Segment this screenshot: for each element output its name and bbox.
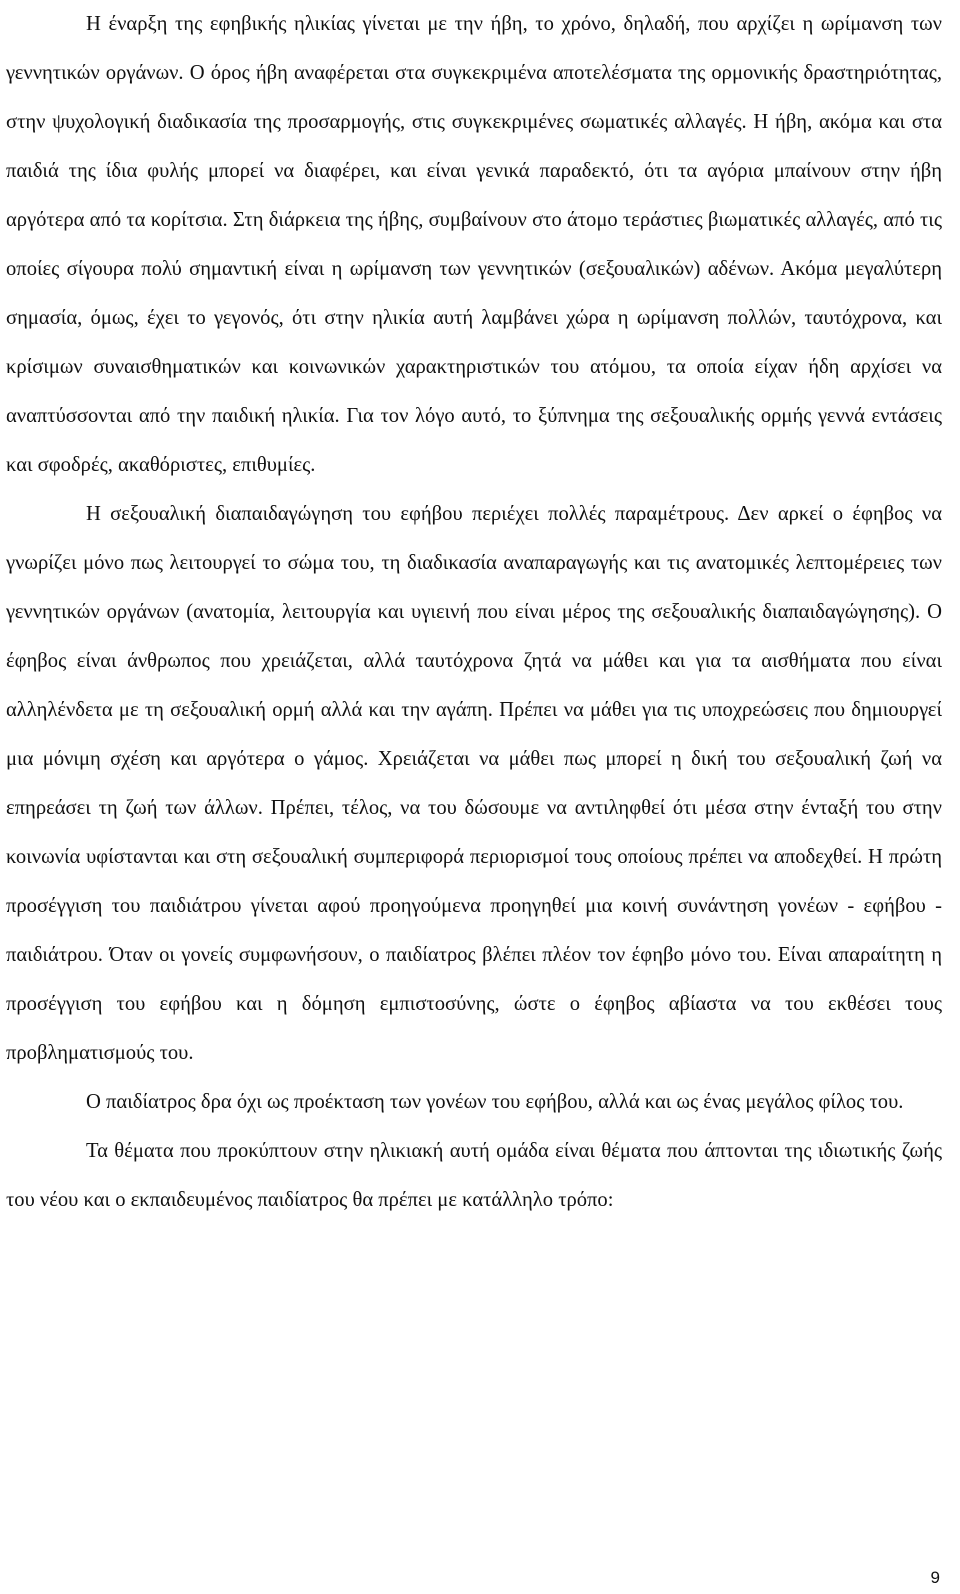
paragraph-topics: Τα θέματα που προκύπτουν στην ηλικιακή αυτή ομάδα είναι θέματα που άπτονται της ιδιωτικής ζωής του νέου και ο εκπαιδευμένος παιδίατρος θα πρέπει με κατάλληλο τρόπο: (6, 1140, 942, 1211)
page-number: 9 (930, 1568, 940, 1587)
paragraph-puberty-onset: Η έναρξη της εφηβικής ηλικίας γίνεται με την ήβη, το χρόνο, δηλαδή, που αρχίζει η ωρίμανση των γεννητικών οργάνων. Ο όρος ήβη αναφέρεται στα συγκεκριμένα αποτελέσματα της ορμονικής δραστηριότητας, στην ψυχολογική διαδικασία της προσαρμογής, στις συγκεκριμένες σωματικές αλλαγές. Η ήβη, ακόμα και στα παιδιά της ίδια φυλής μπορεί να διαφέρει, και είναι γενικά παραδεκτό, ότι τα αγόρια μπαίνουν στην ήβη αργότερα από τα κορίτσια. Στη διάρκεια της ήβης, συμβαίνουν στο άτομο τεράστιες βιωματικές αλλαγές, από τις οποίες σίγουρα πολύ σημαντική είναι η ωρίμανση των γεννητικών (σεξουαλικών) αδένων. Ακόμα μεγαλύτερη σημασία, όμως, έχει το γεγονός, ότι στην ηλικία αυτή λαμβάνει χώρα η ωρίμανση πολλών, ταυτόχρονα, και κρίσιμων συναισθηματικών και κοινωνικών χαρακτηριστικών του ατόμου, τα οποία είχαν ήδη αρχίσει να αναπτύσσονται από την παιδική ηλικία. Για τον λόγο αυτό, το ξύπνημα της σεξουαλικής ορμής γεννά εντάσεις και σφοδρές, ακαθόριστες, επιθυμίες. (6, 13, 942, 476)
paragraph-pediatrician-role: Ο παιδίατρος δρα όχι ως προέκταση των γονέων του εφήβου, αλλά και ως ένας μεγάλος φίλος του. (86, 1091, 904, 1113)
document-body (6, 0, 942, 1225)
document-page (6, 0, 942, 1594)
paragraph-sex-education: Η σεξουαλική διαπαιδαγώγηση του εφήβου περιέχει πολλές παραμέτρους. Δεν αρκεί ο έφηβος να γνωρίζει μόνο πως λειτουργεί το σώμα του, τη διαδικασία αναπαραγωγής και τις ανατομικές λεπτομέρειες των γεννητικών οργάνων (ανατομία, λειτουργία και υγιεινή που είναι μέρος της σεξουαλικής διαπαιδαγώγησης). Ο έφηβος είναι άνθρωπος που χρειάζεται, αλλά ταυτόχρονα ζητά να μάθει και για τα αισθήματα που είναι αλληλένδετα με τη σεξουαλική ορμή αλλά και την αγάπη. Πρέπει να μάθει για τις υποχρεώσεις που δημιουργεί μια μόνιμη σχέση και αργότερα ο γάμος. Χρειάζεται να μάθει πως μπορεί η δική του σεξουαλική ζωή να επηρεάσει τη ζωή των άλλων. Πρέπει, τέλος, να του δώσουμε να αντιληφθεί ότι μέσα στην ένταξή του στην κοινωνία υφίστανται και στη σεξουαλική συμπεριφορά περιορισμοί τους οποίους πρέπει να αποδεχθεί. Η πρώτη προσέγγιση του παιδιάτρου γίνεται αφού προηγούμενα προηγηθεί μια κοινή συνάντηση γονέων - εφήβου - παιδιάτρου. Όταν οι γονείς συμφωνήσουν, ο παιδίατρος βλέπει πλέον τον έφηβο μόνο του. Είναι απαραίτητη η προσέγγιση του εφήβου και η δόμηση εμπιστοσύνης, ώστε ο έφηβος αβίαστα να του εκθέσει τους προβληματισμούς του. (6, 503, 942, 1064)
